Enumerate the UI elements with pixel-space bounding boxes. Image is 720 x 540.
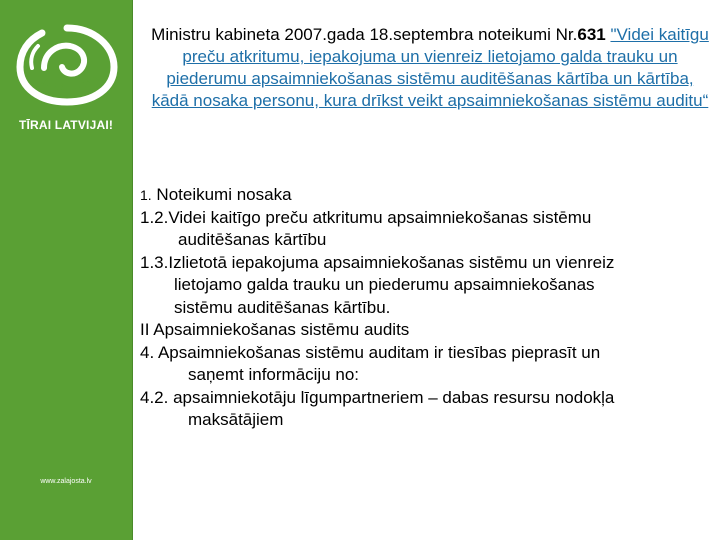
logo-arc-text: ZAĻĀ JOSTA: [40, 73, 102, 94]
website-url: www.zalajosta.lv: [40, 478, 92, 485]
title-prefix: Ministru kabineta 2007.gada 18.septembra noteikumi: [151, 25, 551, 44]
list-item: auditēšanas kārtību: [178, 230, 327, 249]
list-item: 4.2. apsaimniekotāju līgumpartneriem – dabas resursu nodokļa: [140, 387, 615, 407]
item-text: Noteikumi nosaka: [151, 185, 292, 204]
list-item: maksātājiem: [188, 410, 284, 429]
title-nr-label: Nr.: [555, 25, 578, 44]
list-item: 1.3.Izlietotā iepakojuma apsaimniekošanas sistēmu un vienreiz: [140, 252, 615, 272]
list-item: sistēmu auditēšanas kārtību.: [174, 297, 391, 317]
list-item: lietojamo galda trauku un piederumu apsaimniekošanas: [174, 275, 595, 294]
content-list: [140, 184, 715, 432]
regulation-title: [146, 24, 714, 112]
green-belt-swirl-icon: [14, 22, 120, 108]
tagline: TĪRAI LATVIJAI!: [18, 118, 114, 132]
sidebar: [0, 0, 133, 540]
list-item: 1.2.Videi kaitīgo preču atkritumu apsaimniekošanas sistēmu: [140, 207, 592, 227]
list-item: II Apsaimniekošanas sistēmu audits: [140, 320, 410, 339]
list-item: saņemt informāciju no:: [188, 365, 360, 384]
list-item: 4. Apsaimniekošanas sistēmu auditam ir tiesības pieprasīt un: [140, 342, 601, 362]
list-item: [140, 184, 715, 207]
regulation-link[interactable]: "Videi kaitīgu preču atkritumu, iepakojuma un vienreiz lietojamo galda trauku un piederumu apsaimniekošanas sistēmu auditēšanas kārtība un kārtība, kādā nosaka personu, kura drīkst veikt apsaimniekošanas sistēmu auditu“: [151, 25, 709, 110]
item-number: 1.: [140, 187, 152, 203]
title-nr-number: 631: [577, 25, 606, 44]
